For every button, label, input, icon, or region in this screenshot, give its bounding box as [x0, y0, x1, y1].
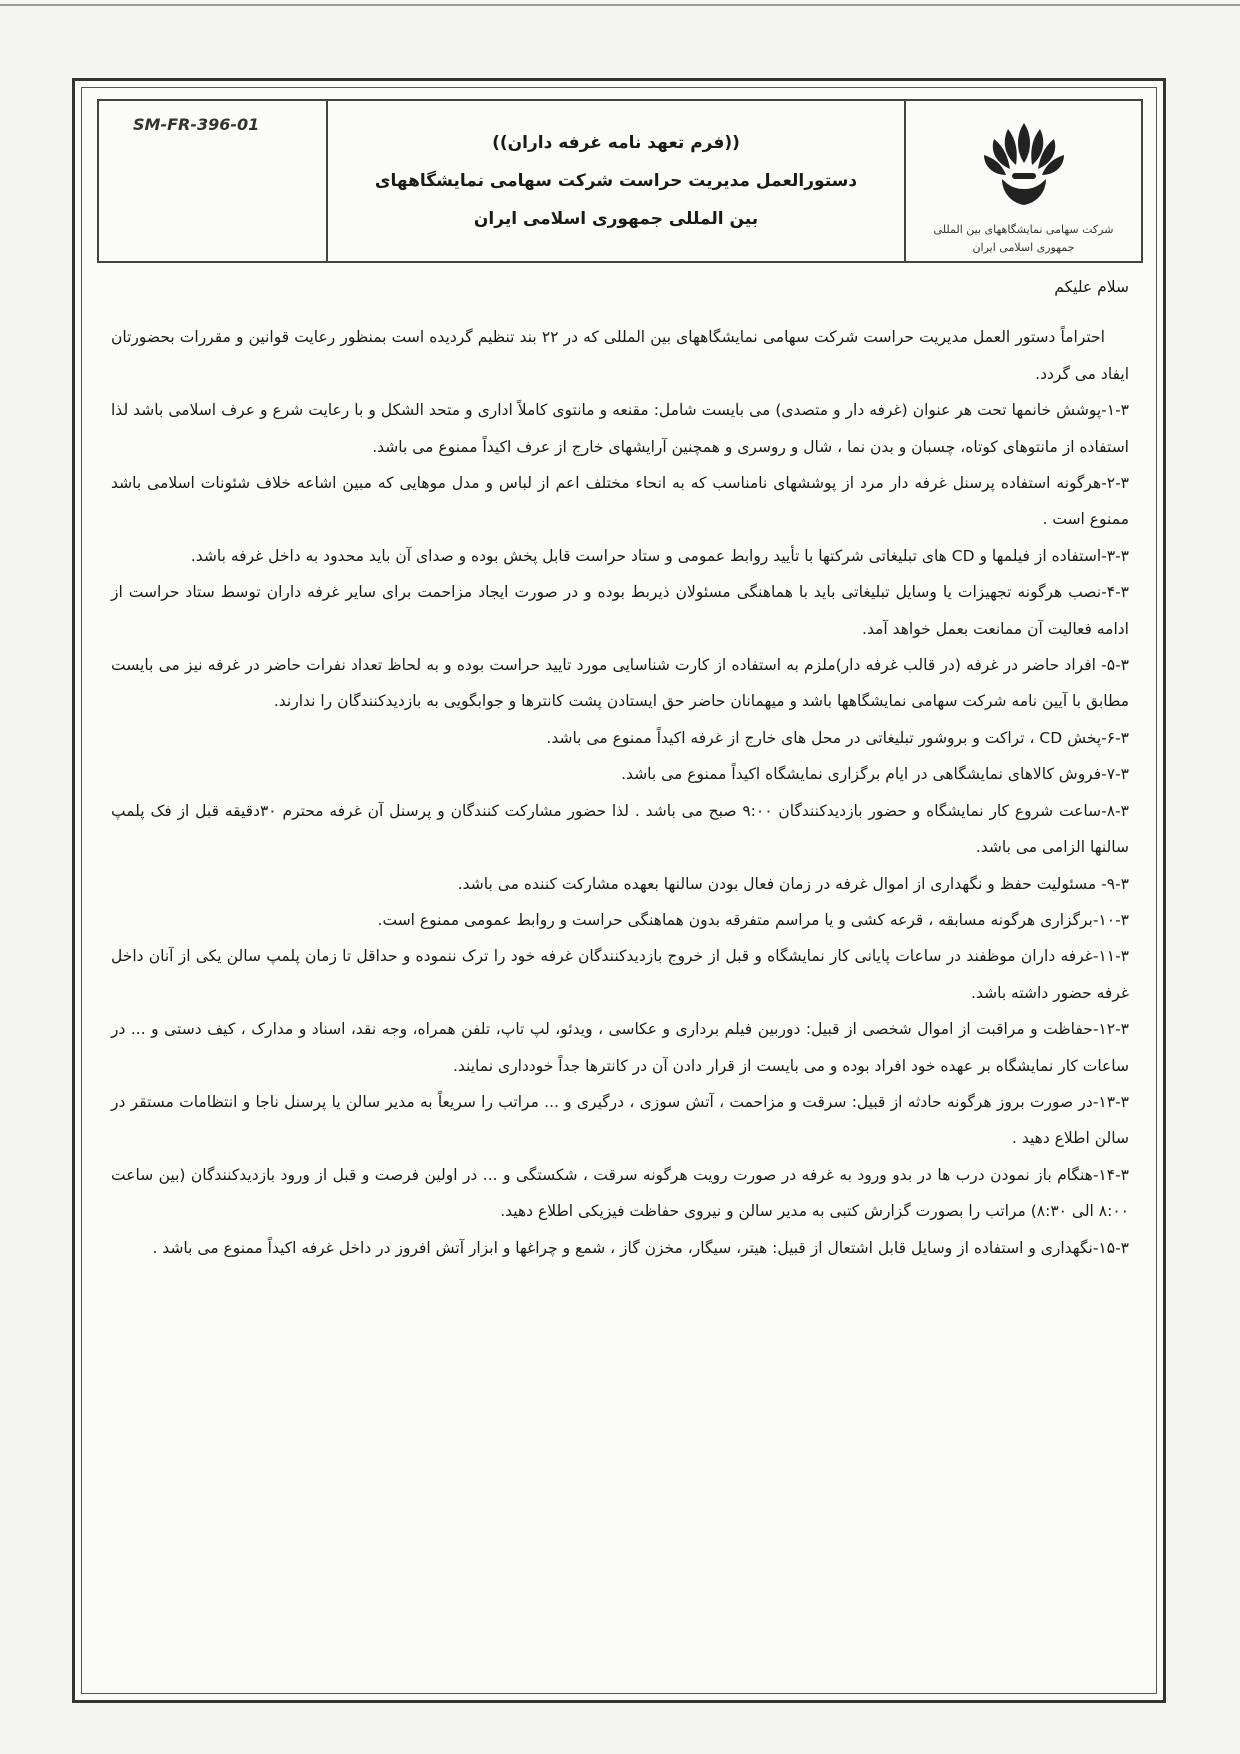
exhibition-company-logo-icon	[972, 117, 1076, 213]
header-code-cell	[99, 101, 328, 261]
page-top-rule	[0, 4, 1240, 6]
organization-name-line-2: جمهوری اسلامی ایران	[972, 241, 1075, 254]
document-body	[111, 269, 1129, 1266]
organization-name-line-1: شرکت سهامی نمایشگاههای بین المللی	[933, 223, 1114, 236]
rule-item-13: ۱۳-۳-در صورت بروز هرگونه حادثه از قبیل: سرقت و مزاحمت ، آتش سوزی ، درگیری و ... مراتب را سریعاً به مدیر سالن یا پرسنل ناجا و انتظامات مستقر در سالن اطلاع دهید .	[111, 1092, 1129, 1148]
rule-item-10: ۱۰-۳-برگزاری هرگونه مسابقه ، قرعه کشی و یا مراسم متفرقه بدون هماهنگی حراست و روابط عمومی ممنوع است.	[377, 910, 1129, 929]
document-code: SM-FR-396-01	[133, 115, 260, 134]
rule-item-11: ۱۱-۳-غرفه داران موظفند در ساعات پایانی کار نمایشگاه و قبل از خروج بازدیدکنندگان غرفه خود را ترک ننموده و حداقل تا زمان پلمپ سالن یکی از آنان داخل غرفه حضور داشته باشد.	[111, 947, 1129, 1002]
greeting: سلام علیکم	[1054, 278, 1129, 296]
rule-item-14: ۱۴-۳-هنگام باز نمودن درب ها در بدو ورود به غرفه در صورت رویت هرگونه سرقت ، شکستگی و ... در اولین فرصت و قبل از ورود بازدیدکنندگان (بین ساعت ۸:۰۰ الی ۸:۳۰) مراتب را بصورت گزارش کتبی به مدیر سالن و نیروی حفاظت فیزیکی اطلاع دهید.	[111, 1165, 1129, 1221]
rule-item-7: ۷-۳-فروش کالاهای نمایشگاهی در ایام برگزاری نمایشگاه اکیداً ممنوع می باشد.	[621, 765, 1129, 784]
rule-item-8: ۸-۳-ساعت شروع کار نمایشگاه و حضور بازدیدکنندگان ۹:۰۰ صبح می باشد . لذا حضور مشارکت کنندگان و پرسنل آن غرفه محترم ۳۰دقیقه قبل از فک پلمپ سالنها الزامی می باشد.	[111, 801, 1129, 857]
rule-item-2: ۲-۳-هرگونه استفاده پرسنل غرفه دار مرد از پوششهای نامناسب که به انحاء مختلف اعم از لباس و مدل موهایی که مبین اشاعه خلاف شئونات اسلامی باشد ممنوع است .	[111, 474, 1129, 529]
rule-item-12: ۱۲-۳-حفاظت و مراقبت از اموال شخصی از قبیل: دوربین فیلم برداری و عکاسی ، ویدئو، لپ تاپ، تلفن همراه، وجه نقد، اسناد و مدارک ، کیف دستی و ... در ساعات کار نمایشگاه بر عهده خود افراد بوده و می بایست از قرار دادن آن در کانترها جداً خودداری نمایند.	[111, 1020, 1129, 1075]
rule-item-6: ۶-۳-پخش CD ، تراکت و بروشور تبلیغاتی در محل های خارج از غرفه اکیداً ممنوع می باشد.	[546, 728, 1129, 747]
rule-item-9: ۹-۳- مسئولیت حفظ و نگهداری از اموال غرفه در زمان فعال بودن سالنها بعهده مشارکت کننده می باشد.	[457, 874, 1129, 893]
rule-item-5: ۵-۳- افراد حاضر در غرفه (در قالب غرفه دار)ملزم به استفاده از کارت شناسایی مورد تایید حراست بوده و به لحاظ تعداد نفرات حاضر در غرفه نیز می بایست مطابق با آیین نامه شرکت سهامی نمایشگاهها باشد و میهمانان حاضر حق ایستادن پشت کانترها و جوابگویی به بازدیدکنندگان را ندارند.	[111, 656, 1129, 711]
form-subtitle-line-2: بین المللی جمهوری اسلامی ایران	[473, 209, 759, 229]
organization-name	[906, 221, 1141, 257]
document-header	[97, 99, 1143, 263]
document-frame	[72, 78, 1166, 1703]
intro-paragraph: احتراماً دستور العمل مدیریت حراست شرکت سهامی نمایشگاههای بین المللی که در ۲۲ بند تنظیم گردیده است بمنظور رعایت قوانین و مقررات بحضورتان ایفاد می گردد.	[111, 328, 1129, 383]
header-logo-cell	[906, 101, 1141, 261]
rule-item-3: ۳-۳-استفاده از فیلمها و CD های تبلیغاتی شرکتها با تأیید روابط عمومی و ستاد حراست قابل پخش بوده و صدای آن باید محدود به داخل غرفه باشد.	[190, 546, 1129, 565]
rule-item-15: ۱۵-۳-نگهداری و استفاده از وسایل قابل اشتعال از قبیل: هیتر، سیگار، مخزن گاز ، شمع و چراغها و ابزار آتش افروز در داخل غرفه اکیداً ممنوع می باشد .	[152, 1238, 1129, 1257]
rule-item-4: ۴-۳-نصب هرگونه تجهیزات یا وسایل تبلیغاتی باید با هماهنگی مسئولان ذیربط بوده و در صورت ایجاد مزاحمت برای سایر غرفه داران توسط ستاد حراست از ادامه فعالیت آن ممانعت بعمل خواهد آمد.	[111, 583, 1129, 638]
form-subtitle-line-1: دستورالعمل مدیریت حراست شرکت سهامی نمایشگاههای	[374, 171, 858, 191]
rule-item-1: ۱-۳-پوشش خانمها تحت هر عنوان (غرفه دار و متصدی) می بایست شامل: مقنعه و مانتوی کاملاً اداری و متحد الشکل و با رعایت شرع و عرف اسلامی باشد لذا استفاده از مانتوهای کوتاه، چسبان و بدن نما ، شال و روسری و همچنین آرایشهای خارج از عرف اکیداً ممنوع می باشد.	[111, 401, 1129, 456]
form-title: ((فرم تعهد نامه غرفه داران))	[492, 133, 740, 153]
header-title-cell	[328, 101, 906, 261]
